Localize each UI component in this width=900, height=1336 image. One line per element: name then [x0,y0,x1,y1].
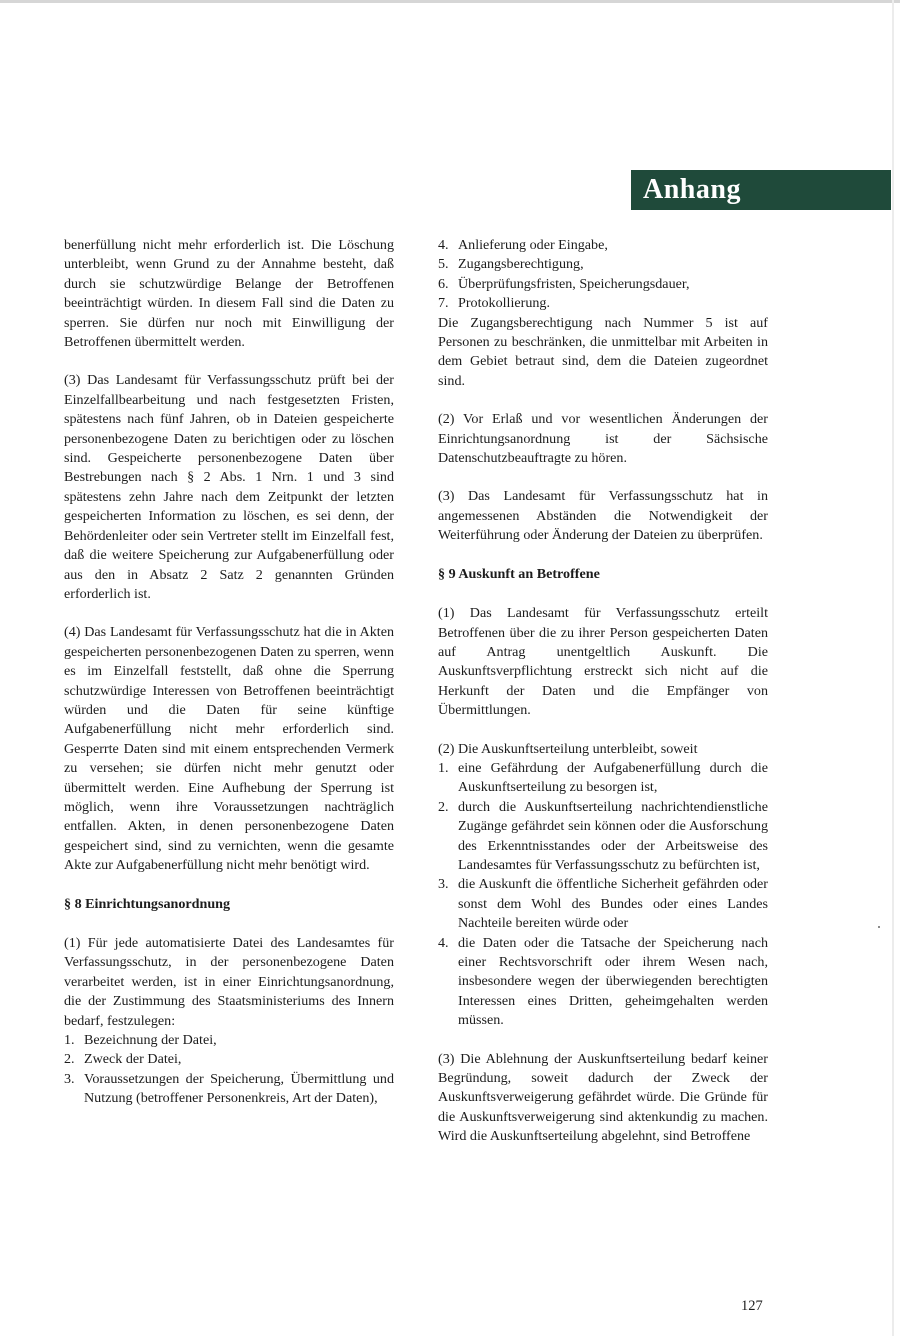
list-item-number: 5. [438,256,449,273]
section-header-anhang: Anhang [631,170,891,210]
list-item-number: 4. [438,237,449,253]
list-item [438,275,768,294]
section-9-heading: § 9 Auskunft an Betroffene [438,565,600,582]
right-column [438,236,768,1166]
list-item-text: durch die Auskunftserteilung nachrichtendienstliche Zugänge gefährdet sein können oder die Ausforschung des Erkenntnisstandes oder der Arbeitsweise des Landesamtes für Verfassungsschutz zu befürchten ist, [458,798,768,873]
left-paragraph-3: (4) Das Landesamt für Verfassungsschutz hat die in Akten gespeicherten personenbezogenen Daten zu sperren, wenn es im Einzelfall feststellt, daß ohne die Sperrung schutzwürdige Interessen von Betroffenen beeinträchtigt würden und die Daten für seine künftige Aufgabenerfüllung nicht mehr erforderlich sind. Gesperrte Daten sind mit einem entsprechenden Vermerk zu versehen; sie dürfen nicht mehr genutzt oder übermittelt werden. Eine Aufhebung der Sperrung ist möglich, wenn ihre Voraussetzungen nachträglich entfallen. Akten, in denen personenbezogene Daten gespeichert sind, sind zu vernichten, wenn die gesamte Akte zur Aufgabenerfüllung nicht mehr benötigt wird. [64,624,394,874]
right-paragraph-2: (2) Vor Erlaß und vor wesentlichen Änderungen der Einrichtungsanordnung ist der Sächsische Datenschutzbeauftragte zu hören. [438,411,768,467]
left-paragraph-1: benerfüllung nicht mehr erforderlich ist. Die Löschung unterbleibt, wenn Grund zu der Annahme besteht, daß durch sie schutzwürdige Belange der Betroffenen beeinträchtigt würden. In diesem Fall sind die Daten zu sperren. Sie dürfen nur noch mit Einwilligung der Betroffenen übermittelt werden. [64,237,394,351]
list-item-number: 3. [64,1070,75,1087]
left-enumeration [64,1031,394,1109]
list-item [438,255,768,274]
list-item-number: 2. [64,1051,75,1068]
list-item-number: 1. [64,1032,75,1049]
list-item [438,798,768,876]
list-item-number: 2. [438,798,449,815]
list-item [64,1050,394,1069]
right-paragraph-5: (2) Die Auskunftserteilung unterbleibt, soweit [438,740,698,757]
list-item-text: Zugangsberechtigung, [458,256,584,273]
left-paragraph-2: (3) Das Landesamt für Verfassungsschutz prüft bei der Einzelfallbearbeitung und nach festgesetzten Fristen, spätestens nach fünf Jahren, ob in Dateien gespeicherte personenbezogene Daten zu berichtigen oder zu löschen sind. Gespeicherte personenbezogene Daten über Bestrebungen nach § 2 Abs. 1 Nrn. 1 und 3 sind spätestens zehn Jahre nach dem Zeitpunkt der letzten gespeicherten Information zu löschen, es sei denn, der Behördenleiter oder sein Vertreter stellt im Einzelfall fest, daß die weitere Speicherung zur Aufgabenerfüllung oder aus den in Absatz 2 Satz 2 genannten Gründen erforderlich ist. [64,372,394,602]
left-column [64,236,394,1109]
list-item-text: eine Gefährdung der Aufgabenerfüllung durch die Auskunftserteilung zu besorgen ist, [458,759,768,796]
left-paragraph-4: (1) Für jede automatisierte Datei des Landesamtes für Verfassungsschutz, in der personenbezogene Daten verarbeitet werden, ist in einer Einrichtungsanordnung, die der Zustimmung des Staatsministeriums des Innern bedarf, festzulegen: [64,935,394,1029]
list-item [64,1031,394,1050]
top-edge-rule [0,0,900,3]
right-paragraph-4: (1) Das Landesamt für Verfassungsschutz erteilt Betroffenen über die zu ihrer Person gespeicherten Daten auf Antrag unentgeltlich Auskunft. Die Auskunftsverpflichtung erstreckt sich nicht auf die Herkunft der Daten und die Empfänger von Übermittlungen. [438,605,768,719]
list-item-number: 6. [438,275,449,292]
right-enumeration-grounds [438,759,768,1031]
list-item-text: Anlieferung oder Eingabe, [458,237,608,253]
scan-speck [878,926,880,928]
list-item-number: 3. [438,876,449,893]
list-item [438,294,768,313]
right-paragraph-6: (3) Die Ablehnung der Auskunftserteilung bedarf keiner Begründung, soweit dadurch der Zweck der Auskunftsverweigerung gefährdet würde. Die Gründe für die Auskunftsverweigerung sind aktenkundig zu machen. Wird die Auskunftserteilung abgelehnt, sind Betroffene [438,1050,768,1145]
section-8-heading: § 8 Einrichtungsanordnung [64,895,231,912]
spacer [438,1031,768,1050]
list-item-number: 4. [438,934,449,951]
list-item-text: Überprüfungsfristen, Speicherungsdauer, [458,275,690,292]
right-enumeration-continued [438,236,768,314]
list-item [438,875,768,933]
list-item-text: Voraussetzungen der Speicherung, Übermittlung und Nutzung (betroffener Personenkreis, Art der Daten), [84,1070,394,1107]
list-item [438,934,768,1031]
list-item-text: Zweck der Datei, [84,1051,182,1068]
right-paragraph-3: (3) Das Landesamt für Verfassungsschutz hat in angemessenen Abständen die Notwendigkeit der Weiterführung oder Änderung der Dateien zu überprüfen. [438,488,768,544]
list-item-text: Protokollierung. [458,295,550,312]
list-item [438,759,768,798]
list-item-number: 7. [438,295,449,312]
list-item-number: 1. [438,759,449,776]
list-item-text: Bezeichnung der Datei, [84,1032,217,1049]
page-number: 127 [741,1298,763,1314]
right-edge-rule [892,0,894,1336]
list-item [64,1070,394,1109]
list-item-text: die Auskunft die öffentliche Sicherheit gefährden oder sonst dem Wohl des Bundes oder eines Landes Nachteile bereiten würde oder [458,876,768,932]
right-paragraph-1: Die Zugangsberechtigung nach Nummer 5 ist auf Personen zu beschränken, die unmittelbar mit Arbeiten in dem Gebiet betraut sind, dem die Dateien zugeordnet sind. [438,314,768,389]
list-item [438,236,768,255]
list-item-text: die Daten oder die Tatsache der Speicherung nach einer Rechtsvorschrift oder ihrem Wesen nach, insbesondere wegen der überwiegenden berechtigten Interessen eines Dritten, geheimgehalten werden müssen. [458,934,768,1029]
